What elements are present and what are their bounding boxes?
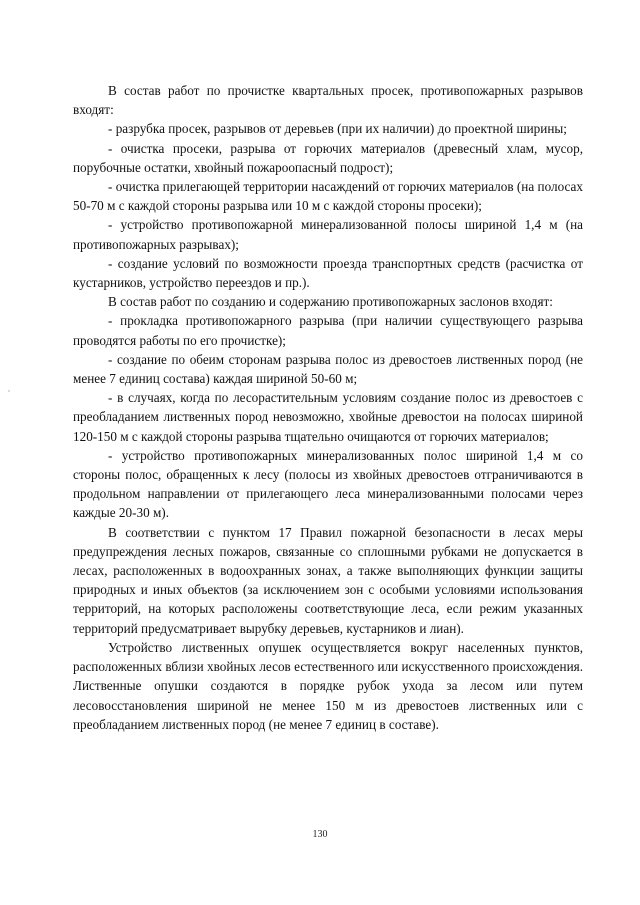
- paragraph-mineralized-strip: - устройство противопожарной минерализованной полосы шириной 1,4 м (на противопожарных разрывах);: [73, 217, 583, 252]
- paragraph-coniferous-cleaning: - в случаях, когда по лесорастительным условиям создание полос из древостоев с преобладанием лиственных пород невозможно, хвойные древостои на полосах шириной 120-150 м с каждой стороны разрыва тщательно очищаются от горючих материалов;: [73, 390, 583, 444]
- paragraph-vehicle-access: - создание условий по возможности проезда транспортных средств (расчистка от кустарников, устройство переездов и пр.).: [73, 255, 583, 291]
- scan-speck: [8, 390, 10, 392]
- paragraph-clearing-intro: В состав работ по прочистке квартальных просек, противопожарных разрывов входят:: [73, 83, 583, 118]
- paragraph-cleaning-clearings: - очистка просеки, разрыва от горючих материалов (древесный хлам, мусор, порубочные остатки, хвойный пожароопасный подрост);: [73, 140, 583, 175]
- paragraph-deciduous-strips: - создание по обеим сторонам разрыва полос из древостоев лиственных пород (не менее 7 единиц состава) каждая шириной 50-60 м;: [73, 351, 583, 387]
- paragraph-fire-safety-rules: В соответствии с пунктом 17 Правил пожарной безопасности в лесах меры предупреждения лесных пожаров, связанные со сплошными рубками не допускается в лесах, расположенных в водоохранных зонах, а также выполняющих функции защиты природных и иных объектов (за исключением зон с особыми условиями использования территорий, на которых расположены соответствующие леса, если режим указанных территорий предусматривает вырубку деревьев, кустарников и лиан).: [73, 524, 583, 636]
- paragraph-barriers-intro: В состав работ по созданию и содержанию противопожарных заслонов входят:: [108, 294, 553, 310]
- document-body: [73, 81, 583, 734]
- paragraph-laying-firebreak: - прокладка противопожарного разрыва (при наличии существующего разрыва проводятся работы по его прочистке);: [73, 313, 583, 348]
- paragraph-mineralized-strips-forest-side: - устройство противопожарных минерализованных полос шириной 1,4 м со стороны полос, обращенных к лесу (полосы из хвойных древостоев отграничиваются в продольном направлении от прилегающего леса минерализованными полосами через каждые 20-30 м).: [73, 447, 583, 521]
- paragraph-cutting-clearings: - разрубка просек, разрывов от деревьев (при их наличии) до проектной ширины;: [108, 121, 567, 137]
- paragraph-cleaning-adjacent-territory: - очистка прилегающей территории насаждений от горючих материалов (на полосах 50-70 м с каждой стороны разрыва или 10 м с каждой стороны просеки);: [73, 179, 583, 214]
- paragraph-deciduous-edges: Устройство лиственных опушек осуществляется вокруг населенных пунктов, расположенных вблизи хвойных лесов естественного или искусственного происхождения. Лиственные опушки создаются в порядке рубок ухода за лесом или путем лесовосстановления шириной не менее 150 м из древостоев лиственных или с преобладанием лиственных пород (не менее 7 единиц в составе).: [73, 639, 583, 732]
- page-number: 130: [312, 829, 328, 840]
